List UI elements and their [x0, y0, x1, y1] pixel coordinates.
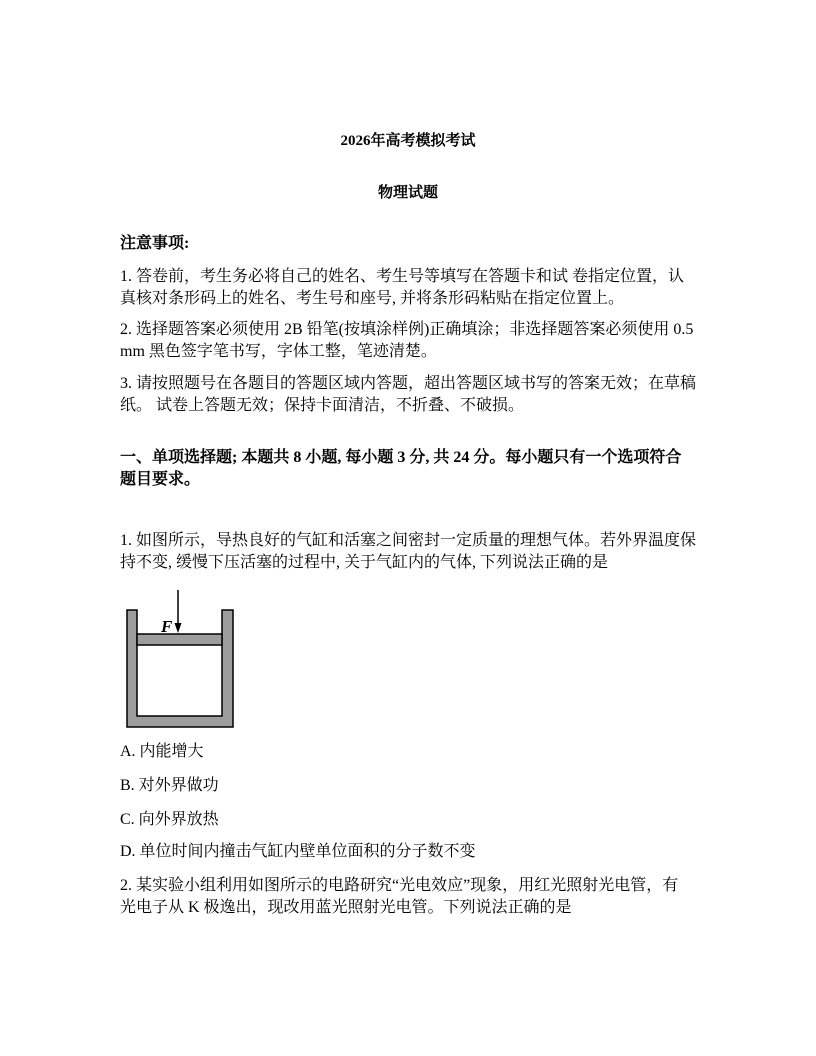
question-1-option-a: A. 内能增大 — [120, 743, 204, 760]
question-2-stem-line-2: 光电子从 K 极逸出，现改用蓝光照射光电管。下列说法正确的是 — [120, 899, 572, 916]
force-label: F — [161, 617, 173, 636]
question-1-stem-line-1: 1. 如图所示，导热良好的气缸和活塞之间密封一定质量的理想气体。若外界温度保 — [120, 532, 697, 549]
notice-item-1-line-1: 1. 答卷前，考生务必将自己的姓名、考生号等填写在答题卡和试 卷指定位置，认 — [120, 268, 685, 285]
section-heading-line-1: 一、单项选择题; 本题共 8 小题, 每小题 3 分, 共 24 分。每小题只有一个选项符合 — [120, 449, 682, 466]
notice-item-3-line-1: 3. 请按照题号在各题目的答题区域内答题，超出答题区域书写的答案无效；在草稿 — [120, 375, 697, 392]
notice-item-1-line-2: 真核对条形码上的姓名、考生号和座号, 并将条形码粘贴在指定位置上。 — [120, 290, 625, 307]
section-heading-line-2: 题目要求。 — [120, 471, 201, 488]
piston — [137, 634, 222, 645]
notice-item-2-line-2: mm 黑色签字笔书写，字体工整，笔迹清楚。 — [120, 343, 437, 360]
exam-title: 2026年高考模拟考试 — [340, 133, 476, 149]
notice-item-3-line-2: 纸。 试卷上答题无效；保持卡面清洁，不折叠、不破损。 — [120, 397, 525, 414]
notice-heading: 注意事项: — [120, 235, 190, 252]
force-arrow-head — [175, 623, 182, 633]
question-1-option-d: D. 单位时间内撞击气缸内壁单位面积的分子数不变 — [120, 843, 476, 860]
question-1-option-c: C. 向外界放热 — [120, 811, 219, 828]
cylinder-piston-figure — [120, 585, 240, 735]
question-1-stem-line-2: 持不变, 缓慢下压活塞的过程中, 关于气缸内的气体, 下列说法正确的是 — [120, 554, 609, 571]
exam-subtitle: 物理试题 — [377, 185, 438, 201]
notice-item-2-line-1: 2. 选择题答案必须使用 2B 铅笔(按填涂样例)正确填涂；非选择题答案必须使用 0.5 — [120, 321, 694, 338]
question-1-option-b: B. 对外界做功 — [120, 777, 219, 794]
cylinder-wall — [127, 610, 233, 727]
question-2-stem-line-1: 2. 某实验小组利用如图所示的电路研究“光电效应”现象，用红光照射光电管，有 — [120, 877, 679, 894]
